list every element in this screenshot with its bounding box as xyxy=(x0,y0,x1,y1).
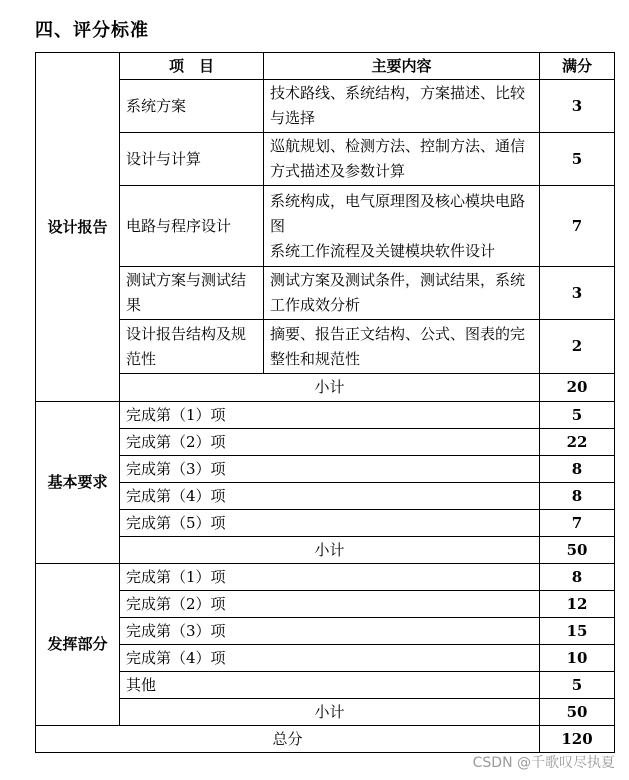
table-row xyxy=(36,564,615,591)
row-score: 5 xyxy=(540,133,615,186)
table-row xyxy=(36,672,615,699)
subtotal-label: 小计 xyxy=(120,537,540,564)
row-item: 完成第（2）项 xyxy=(120,429,540,456)
row-score: 10 xyxy=(540,645,615,672)
row-score: 5 xyxy=(540,672,615,699)
watermark: CSDN @千歌叹尽执夏 xyxy=(472,755,615,771)
row-item: 其他 xyxy=(120,672,540,699)
row-item: 设计报告结构及规范性 xyxy=(120,320,264,374)
row-score: 2 xyxy=(540,320,615,374)
row-item: 测试方案与测试结果 xyxy=(120,267,264,320)
row-item: 完成第（2）项 xyxy=(120,591,540,618)
row-score: 8 xyxy=(540,483,615,510)
subtotal-label: 小计 xyxy=(120,374,540,402)
section-heading: 四、评分标准 xyxy=(35,20,149,41)
category-extended: 发挥部分 xyxy=(36,564,120,726)
category-basic: 基本要求 xyxy=(36,402,120,564)
table-row xyxy=(36,645,615,672)
subtotal-score: 50 xyxy=(540,699,615,726)
row-content: 摘要、报告正文结构、公式、图表的完整性和规范性 xyxy=(264,320,540,374)
header-content: 主要内容 xyxy=(264,53,540,80)
subtotal-row xyxy=(36,537,615,564)
table-row xyxy=(36,591,615,618)
row-score: 3 xyxy=(540,80,615,133)
row-item: 完成第（1）项 xyxy=(120,402,540,429)
row-item: 完成第（4）项 xyxy=(120,483,540,510)
subtotal-label: 小计 xyxy=(120,699,540,726)
subtotal-row xyxy=(36,374,615,402)
row-score: 7 xyxy=(540,186,615,267)
table-row xyxy=(36,80,615,133)
row-content: 测试方案及测试条件，测试结果，系统工作成效分析 xyxy=(264,267,540,320)
subtotal-row xyxy=(36,699,615,726)
row-item: 系统方案 xyxy=(120,80,264,133)
row-content: 巡航规划、检测方法、控制方法、通信方式描述及参数计算 xyxy=(264,133,540,186)
table-row xyxy=(36,618,615,645)
row-content-line1: 系统构成，电气原理图及核心模块电路图 xyxy=(270,191,526,235)
row-item: 完成第（1）项 xyxy=(120,564,540,591)
row-score: 5 xyxy=(540,402,615,429)
row-score: 8 xyxy=(540,564,615,591)
row-item: 完成第（3）项 xyxy=(120,456,540,483)
row-score: 22 xyxy=(540,429,615,456)
row-score: 15 xyxy=(540,618,615,645)
row-item: 完成第（3）项 xyxy=(120,618,540,645)
row-score: 3 xyxy=(540,267,615,320)
total-label: 总分 xyxy=(36,726,540,753)
row-content xyxy=(264,186,540,267)
total-score: 120 xyxy=(540,726,615,753)
table-header-row xyxy=(36,53,615,80)
row-content: 技术路线、系统结构，方案描述、比较与选择 xyxy=(264,80,540,133)
table-row xyxy=(36,456,615,483)
table-row xyxy=(36,483,615,510)
row-item: 完成第（4）项 xyxy=(120,645,540,672)
row-score: 7 xyxy=(540,510,615,537)
table-row xyxy=(36,320,615,374)
row-score: 8 xyxy=(540,456,615,483)
scoring-table xyxy=(35,52,615,753)
header-item: 项 目 xyxy=(120,53,264,80)
row-item: 完成第（5）项 xyxy=(120,510,540,537)
table-row xyxy=(36,133,615,186)
subtotal-score: 20 xyxy=(540,374,615,402)
row-score: 12 xyxy=(540,591,615,618)
total-row xyxy=(36,726,615,753)
category-design-report: 设计报告 xyxy=(36,53,120,402)
row-item: 设计与计算 xyxy=(120,133,264,186)
header-score: 满分 xyxy=(540,53,615,80)
table-row xyxy=(36,267,615,320)
row-content-line2: 系统工作流程及关键模块软件设计 xyxy=(270,241,496,260)
table-row xyxy=(36,186,615,267)
row-item: 电路与程序设计 xyxy=(120,186,264,267)
subtotal-score: 50 xyxy=(540,537,615,564)
table-row xyxy=(36,510,615,537)
table-row xyxy=(36,429,615,456)
table-row xyxy=(36,402,615,429)
